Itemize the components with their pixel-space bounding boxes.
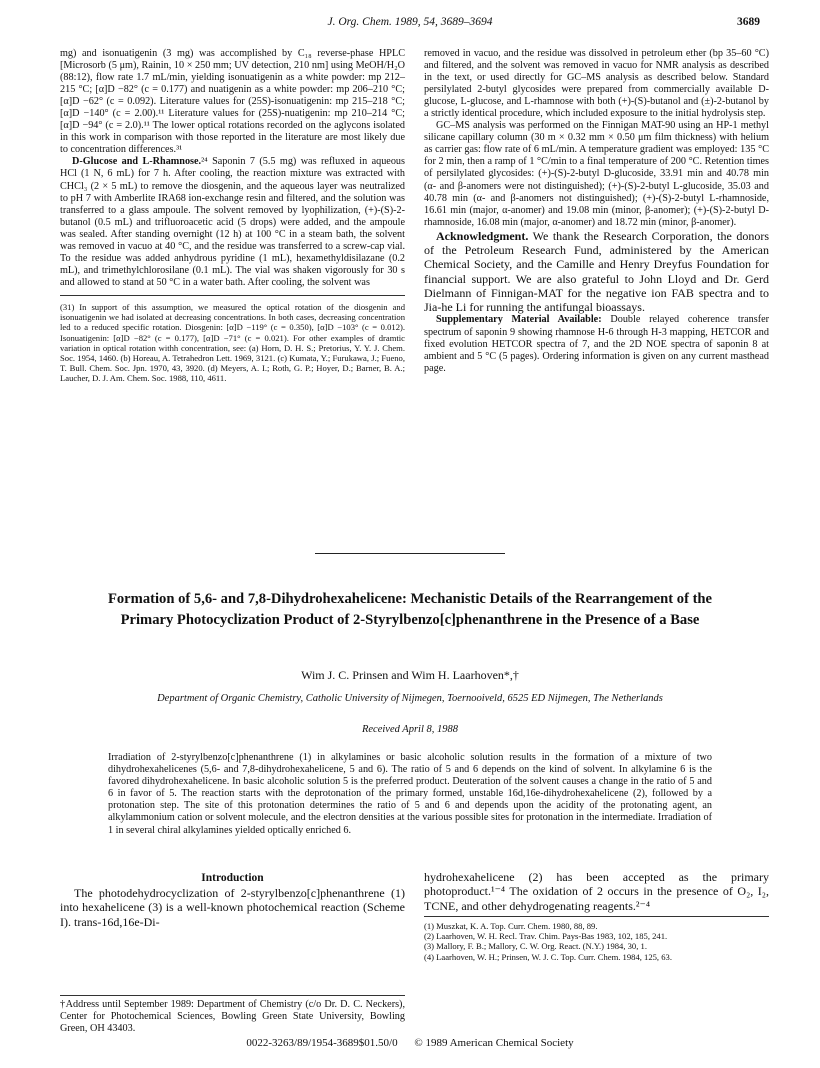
reference-4: (4) Laarhoven, W. H.; Prinsen, W. J. C. Top. Curr. Chem. 1984, 125, 63.: [424, 951, 672, 962]
article-affiliation: Department of Organic Chemistry, Catholic University of Nijmegen, Toernooiveld, 6525 ED Nijmegen, The Netherlands: [157, 693, 663, 704]
abstract: Irradiation of 2-styrylbenzo[c]phenanthrene (1) in alkylamines or basic alcoholic solution results in the formation of a mixture of two dihydrohexahelicenes (5,6- and 7,8-dihydrohexahelicene, 5 and 6). The ratio of 5 and 6 depends on the kind of solvent. In alkylamine 6 is the favored dihydrohexahelicene. In basic alcoholic solution 5 is the preferred product. Deuteration of the solvent causes a change in the ratio of 5 and 6 in favor of 5. The reaction starts with the deprotonation of the primary formed, unstable 16d,16e-dihydrohexahelicene (2), followed by a protonation step. The site of this protonation determines the ratio of 5 and 6 and depends upon the acidity of the protonating agent, an alkylammonium cation or solvent molecule, and the electron densities at the various possible sites for protonation in the intermediate. Irradiation of 1 in several chiral alkylamines yielded optically enriched 6.: [108, 752, 712, 836]
acknowledgment-heading: Acknowledgment.: [436, 228, 529, 243]
introduction-text-left: The photodehydrocyclization of 2-styrylbenzo[c]phenanthrene (1) into hexahelicene (3) is a well-known photochemical reaction (Scheme I). trans-16d,16e-Di-: [60, 886, 405, 929]
article-title: Formation of 5,6- and 7,8-Dihydrohexahelicene: Mechanistic Details of the Rearrangement of the Primary Photocyclization Product of 2-Styrylbenzo[c]phenanthrene in the Presence of a Base: [107, 591, 713, 628]
right-paragraph-1: removed in vacuo, and the residue was dissolved in petroleum ether (bp 35–60 °C) and filtered, and the solvent was removed in vacuo for NMR analysis as described in the text, or used directly for GC–MS analysis as described below. Standard persilylated 2-butyl glycosides were prepared from commercially available D-glucose, L-glucose, and L-rhamnose with both (+)-(S)-butanol and (±)-2-butanol by a strictly identical procedure, which included exposure to the initial hydrolysis step.: [424, 48, 769, 120]
introduction-right: [424, 870, 769, 962]
right-paragraph-2: GC–MS analysis was performed on the Finnigan MAT-90 using an HP-1 methyl silicane capillary column (30 m × 0.32 mm × 0.50 μm film thickness) with helium as carrier gas: flow rate of 6 mL/min. A temperature gradient was employed: 135 °C for 2 min, then a ramp of 1 °C/min to a final temperature of 200 °C. Retention times of persilylated glycosides: (+)-(S)-2-butyl D-glucoside, 33.91 min and 40.78 min (α- and β-anomers were not distinguished); (+)-(S)-2-butyl L-glucoside, 35.03 and 40.78 min (α- and β-anomers not distinguished); (+)-(S)-2-butyl L-rhamnoside, 16.61 min (major, α-anomer) and 19.08 min (minor, β-anomer); (+)-(S)-2-butyl D-rhamnoside, 16.08 min (major, α-anomer) and 18.72 min (minor, β-anomer).: [424, 120, 769, 228]
article-code: 0022-3263/89/1954-3689$01.50/0: [246, 1037, 398, 1049]
left-paragraph-1: mg) and isonuatigenin (3 mg) was accomplished by C₁₈ reverse-phase HPLC [Microsorb (5 μm), Rainin, 10 × 250 mm; UV detection, 210 nm] using MeOH/H₂O (88:12), flow rate 1.7 mL/min, yielding isonuatigenin as a white powder: mp 212–215 °C; [α]D −82° (c = 0.177) and nuatigenin as a white powder: mp 206–210 °C; [α]D −62° (c = 0.092). Literature values for (25S)-isonuatigenin: mp 215–218 °C; [α]D −140° (c = 2.00).¹¹ Literature values for (25S)-nuatigenin: mp 210–214 °C; [α]D −94° (c = 2.0).¹¹ The lower optical rotations recorded on the aglycons isolated in this work in comparison with those reported in the literature are most likely due to concentration differences.³¹: [60, 48, 405, 156]
running-header: [60, 16, 760, 34]
footnote-rule: [60, 295, 405, 296]
copyright: © 1989 American Chemical Society: [414, 1037, 574, 1049]
reference-3: (3) Mallory, F. B.; Mallory, C. W. Org. React. (N.Y.) 1984, 30, 1.: [424, 941, 647, 952]
supplementary-body: Double relayed coherence transfer spectrum of saponin 9 showing rhamnose H-6 through H-3 mapping, HETCOR and fixed evolution HETCOR spectra of 7, and the 2D NOE spectra of saponin 8 at ambient and 5 °C (5 pages). Ordering information is given on any current masthead page.: [424, 314, 770, 374]
glucose-rhamnose-body: ²⁴ Saponin 7 (5.5 mg) was refluxed in aqueous HCl (1 N, 6 mL) for 7 h. After cooling, the reaction mixture was extracted with CHCl₃ (2 × 5 mL) to remove the diosgenin, and the aqueous layer was neutralized to pH 7 with Amberlite IRA68 ion-exchange resin and filtered, and the solution was transferred to a glass ampoule. The solvent removed by lyophilization, (+)-(S)-2-butanol (0.5 mL) and trifluoroacetic acid (5 drops) were added, and the ampoule was sealed. After standing overnight (12 h) at 100 °C in a steam bath, the solvent was removed in vacuo at 40 °C, and the residue was transferred to a screw-cap vial. To the residue was added anhydrous pyridine (1 mL), hexamethyldisilazane (0.2 mL), and trimethylchlorosilane (0.1 mL). The vial was shaken vigorously for 30 s and allowed to stand at 50 °C in a water bath. After cooling, the solvent was: [60, 156, 405, 288]
author-address-note: [60, 995, 405, 1035]
introduction-heading: Introduction: [201, 872, 264, 884]
acknowledgment-body: We thank the Research Corporation, the donors of the Petroleum Research Fund, administered by the American Chemical Society, and the Camille and Henry Dreyfus Foundation for financial support. We are also grateful to John Lloyd and Dr. Gerd Dielmann of Finnigan-MAT for the negative ion FAB spectra and to Jia-he Li for running the antifungal bioassays.: [424, 228, 769, 315]
supplementary-heading: Supplementary Material Available:: [436, 314, 602, 326]
reference-1: (1) Muszkat, K. A. Top. Curr. Chem. 1980, 88, 89.: [424, 920, 598, 931]
address-note-rule: [60, 995, 405, 996]
article-authors: Wim J. C. Prinsen and Wim H. Laarhoven*,†: [301, 668, 519, 682]
reference-list: [424, 916, 769, 962]
page-footer: [60, 1037, 760, 1049]
footnote-31: (31) In support of this assumption, we measured the optical rotation of the diosgenin and isonuatigenin we had isolated at decreasing concentrations. In both cases, decreasing concentration led to a reduced specific rotation. Diosgenin: [α]D −119° (c = 0.350), [α]D −103° (c = 0.012). Isonuatigenin: [α]D −82° (c = 0.177), [α]D −71° (c = 0.021). For other examples of dramtic variation in optical rotation withh concentration, see: (a) Horn, D. H. S.; Pretorius, Y. Y. J. Chem. Soc. 1954, 1460. (b) Horeau, A. Tetrahedron Lett. 1969, 3121. (c) Kumata, Y.; Furukawa, J.; Fueno, T. Bull. Chem. Soc. Jpn. 1970, 43, 3920. (d) Meyers, A. I.; Roth, G. P.; Hoyer, D.; Barner, B. A.; Laucher, D. J. Am. Chem. Soc. 1988, 110, 4611.: [60, 301, 405, 384]
received-date: Received April 8, 1988: [361, 724, 459, 735]
reference-2: (2) Laarhoven, W. H. Recl. Trav. Chim. Pays-Bas 1983, 102, 185, 241.: [424, 931, 668, 942]
article-divider: [315, 553, 505, 554]
acknowledgment: [424, 229, 769, 315]
address-note-text: †Address until September 1989: Department of Chemistry (c/o Dr. D. C. Neckers), Center for Photochemical Sciences, Bowling Green State University, Bowling Green, OH 43403.: [60, 999, 405, 1035]
introduction-left: [60, 870, 405, 929]
introduction-text-right: hydrohexahelicene (2) has been accepted as the primary photoproduct.¹⁻⁴ The oxidation of 2 occurs in the presence of O₂, I₂, TCNE, and other dehydrogenating reagents.²⁻⁴: [424, 870, 769, 913]
left-paragraph-2: [60, 156, 405, 289]
right-column: [424, 48, 769, 375]
references-rule: [424, 916, 769, 917]
left-column: [60, 48, 405, 384]
supplementary-material: [424, 314, 769, 374]
journal-citation: J. Org. Chem. 1989, 54, 3689–3694: [327, 16, 493, 28]
glucose-rhamnose-heading: D-Glucose and L-Rhamnose.: [72, 156, 202, 168]
page-number: 3689: [737, 16, 760, 28]
